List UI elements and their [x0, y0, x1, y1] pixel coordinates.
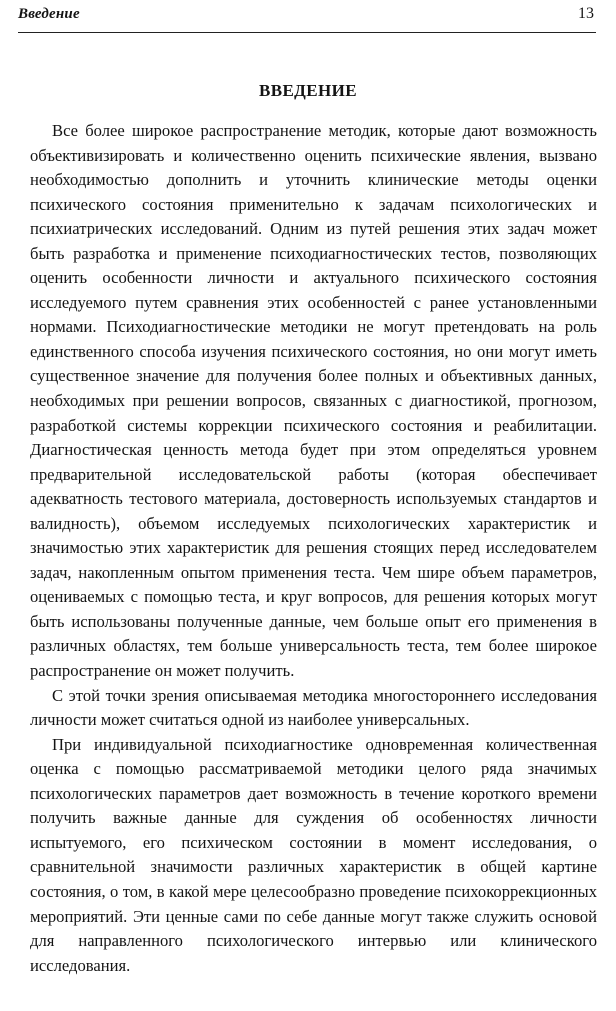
page-number: 13: [578, 5, 594, 22]
paragraph: С этой точки зрения описываемая методика многостороннего исследования личности может считаться одной из наиболее универсальных.: [30, 685, 597, 730]
chapter-title: ВВЕДЕНИЕ: [258, 81, 358, 100]
paragraph: При индивидуальной психодиагностике одновременная количественная оценка с помощью рассматриваемой методики целого ряда значимых психологических параметров дает возможность в течение короткого времени получить важные данные для суждения об особенностях личности испытуемого, его психическом состоянии в момент исследования, о сравнительной значимости различных характеристик в общей картине состояния, о том, в какой мере целесообразно проведение психокоррекционных мероприятий. Эти ценные сами по себе данные могут также служить основой для направленного психологического интервью или клинического исследования.: [30, 734, 597, 975]
paragraph: Все более широкое распространение методик, которые дают возможность объективизировать и количественно оценить психические явления, вызвано необходимостью дополнить и уточнить клинические методы оценки психического состояния применительно к задачам психологических и психиатрических исследований. Одним из путей решения этих задач может быть разработка и применение психодиагностических тестов, позволяющих оценить особенности личности и актуального психического состояния исследуемого путем сравнения этих особенностей с ранее установленными нормами. Психодиагностические методики не могут претендовать на роль единственного способа изучения психического состояния, но они могут иметь существенное значение для получения более полных и объективных данных, необходимых при решении вопросов, связанных с диагностикой, прогнозом, разработкой системы коррекции психического состояния и реабилитации. Диагностическая ценность метода будет при этом определяться уровнем предварительной исследовательской работы (которая обеспечивает адекватность тестового материала, достоверность используемых стандартов и валидность), объемом исследуемых психологических характеристик и значимостью этих характеристик для решения стоящих перед исследователем задач, накопленным опытом применения теста. Чем шире объем параметров, оцениваемых с помощью теста, и круг вопросов, для решения которых могут быть использованы полученные данные, чем больше опыт его применения в различных областях, тем больше универсальность теста, тем более широкое распространение он может получить.: [30, 121, 597, 681]
section-name: Введение: [18, 6, 80, 22]
body-text: [30, 119, 597, 978]
running-header: [18, 6, 596, 33]
